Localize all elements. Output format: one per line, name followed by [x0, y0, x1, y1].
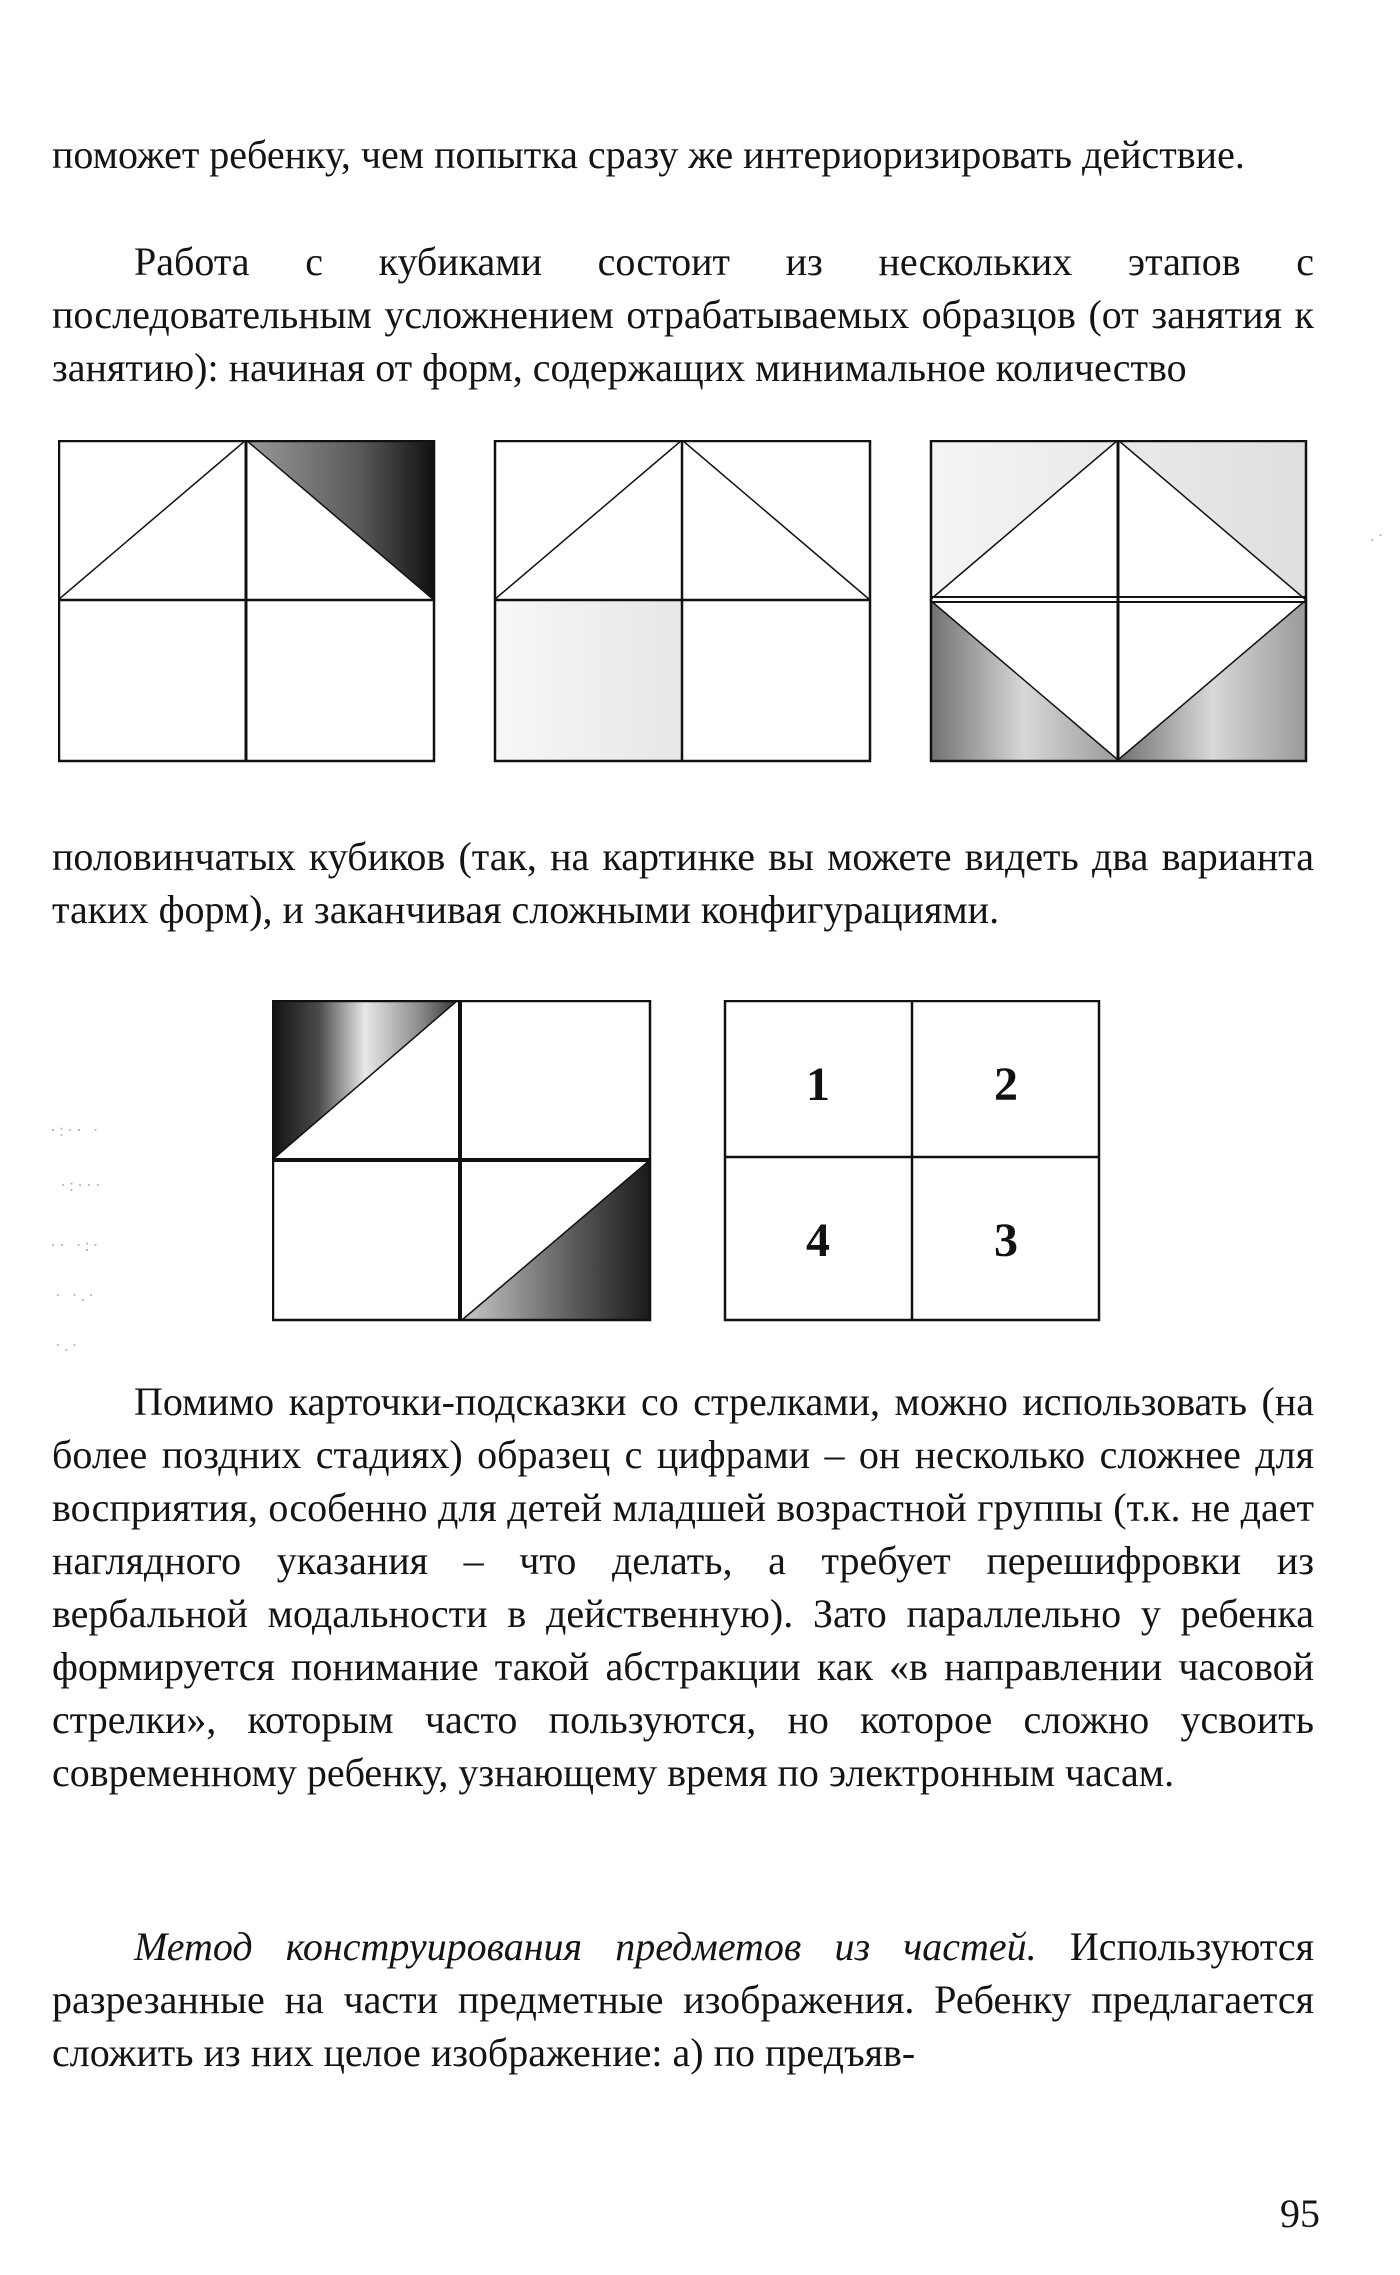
number-cell-top-right: 2 [994, 1058, 1018, 1111]
paragraph-cube-work: Работа с кубиками состоит из нескольких этапов с последовательным усложнением отрабатываемых образцов (от занятия к занятию): начиная от форм, содержащих минимальное количество [52, 239, 1314, 390]
number-cell-bottom-right: 3 [994, 1214, 1018, 1267]
paragraph-half-blocks: половинчатых кубиков (так, на картинке вы можете видеть два варианта таких форм), и заканчивая сложными конфигурациями. [52, 834, 1314, 932]
method-description: Используются разрезанные на части предметные изображения. Ребенку предлагается сложить из них целое изображение: а) по предъяв- [52, 1924, 1314, 2075]
shaded-block-card [272, 1000, 650, 1320]
scan-speck: ·· ·:· [50, 1235, 102, 1255]
scan-speck: ·:·· · [50, 1120, 102, 1140]
number-cell-top-left: 1 [806, 1058, 830, 1111]
scan-speck: ·:··· [60, 1175, 104, 1195]
pattern-two-half-blocks [494, 440, 870, 761]
method-title: Метод конструирования предметов из частей. [134, 1924, 1037, 1969]
number-card [724, 1000, 1100, 1320]
paragraph-number-card: Помимо карточки-подсказки со стрелками, можно использовать (на более поздних стадиях) образец с цифрами – он несколько сложнее для восприятия, особенно для детей младшей возрастной группы (т.к. не дает наглядного указания – что делать, а требует перешифровки из вербальной модальности в действенную). Зато параллельно у ребенка формируется понимание такой абстракции как «в направлении часовой стрелки», которым часто пользуются, но которое сложно усвоить современному ребенку, узнающему время по электронным часам. [52, 1379, 1314, 1795]
number-cell-bottom-left: 4 [806, 1214, 830, 1267]
paragraph-construction-method [52, 1920, 1314, 2079]
pattern-diamond [930, 440, 1306, 761]
pattern-one-half-block [58, 440, 434, 761]
figure-block-patterns [58, 440, 1314, 772]
figure-hint-cards [272, 1000, 1112, 1322]
scan-speck: · ·.· [55, 1285, 97, 1305]
paragraph-continuation: поможет ребенку, чем попытка сразу же интериоризировать действие. [52, 132, 1245, 177]
scan-speck: ·.· [55, 1335, 81, 1355]
scan-speck: .· [1370, 525, 1387, 545]
page-number: 95 [1280, 2191, 1320, 2236]
